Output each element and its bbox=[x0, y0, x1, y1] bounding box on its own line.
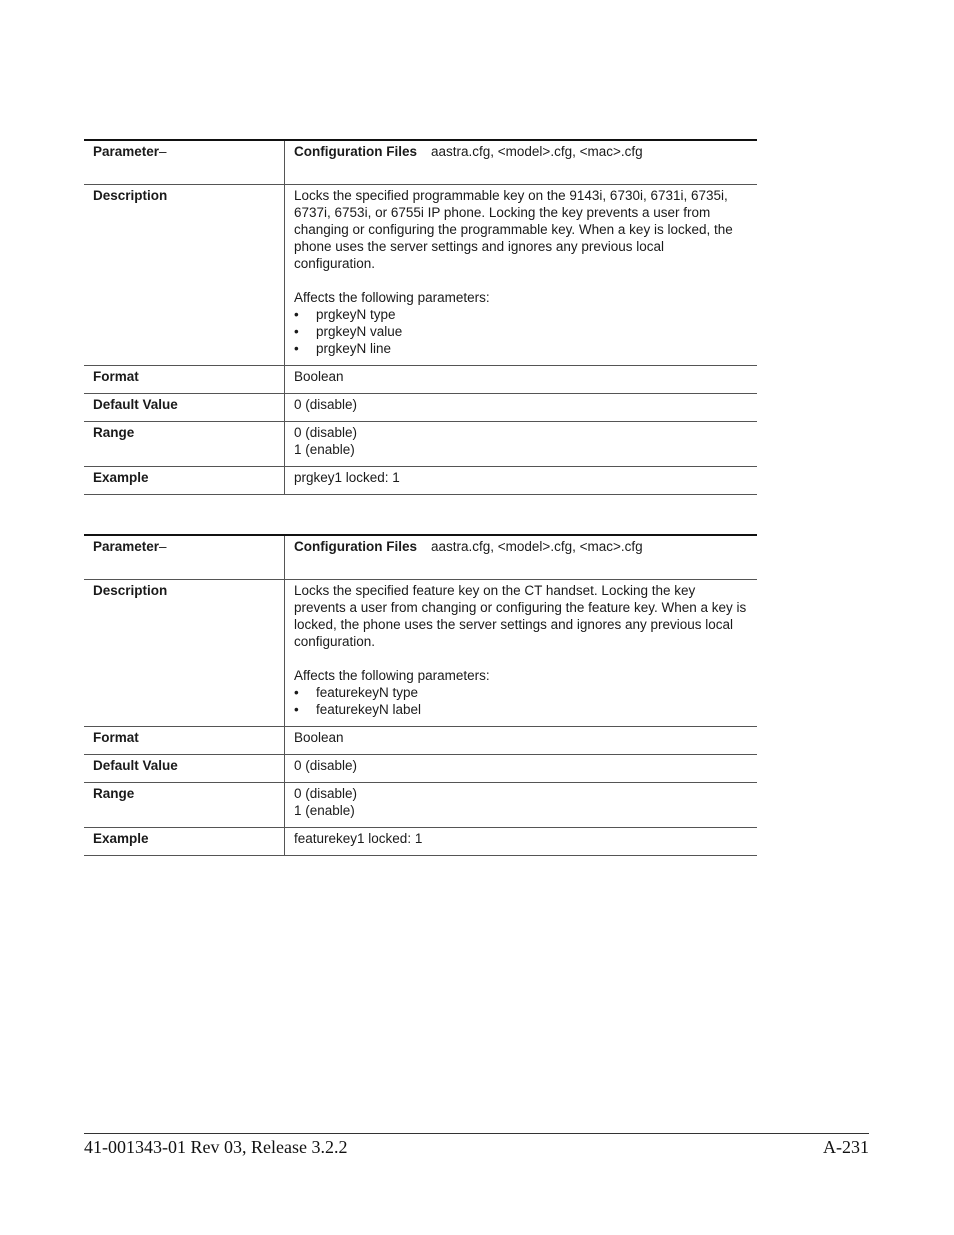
footer-page-number: A-231 bbox=[823, 1137, 869, 1157]
affects-text: Affects the following parameters: bbox=[294, 668, 490, 683]
example-row bbox=[84, 828, 757, 856]
description-row bbox=[84, 580, 757, 727]
range-value: 1 (enable) bbox=[294, 442, 355, 457]
affects-text: Affects the following parameters: bbox=[294, 290, 490, 305]
configuration-files-cell bbox=[285, 535, 758, 580]
default-value-row bbox=[84, 755, 757, 783]
description-label: Description bbox=[84, 580, 285, 727]
default-value: 0 (disable) bbox=[285, 394, 758, 422]
format-value: Boolean bbox=[285, 366, 758, 394]
example-label: Example bbox=[84, 467, 285, 495]
description-cell bbox=[285, 185, 758, 366]
parameter-row bbox=[84, 535, 757, 580]
description-cell bbox=[285, 580, 758, 727]
example-value: prgkey1 locked: 1 bbox=[285, 467, 758, 495]
range-row bbox=[84, 783, 757, 828]
affected-parameters-list bbox=[294, 306, 748, 357]
configuration-files-value: aastra.cfg, <model>.cfg, <mac>.cfg bbox=[431, 539, 643, 554]
footer-divider bbox=[84, 1133, 869, 1134]
parameter-label: Parameter bbox=[93, 144, 160, 159]
parameter-label-cell bbox=[84, 535, 285, 580]
range-label: Range bbox=[84, 422, 285, 467]
description-row bbox=[84, 185, 757, 366]
description-text: Locks the specified programmable key on the 9143i, 6730i, 6731i, 6735i, 6737i, 6753i, or 6755i IP phone. Locking the key prevents a user from changing or configuring the programmable key. When a key is locked, the phone uses the server settings and ignores any previous local configuration. bbox=[294, 188, 733, 271]
parameter-table-featurekey-locked bbox=[84, 534, 757, 856]
parameter-dash: – bbox=[159, 144, 167, 159]
range-cell bbox=[285, 422, 758, 467]
range-value: 1 (enable) bbox=[294, 803, 355, 818]
format-value: Boolean bbox=[285, 727, 758, 755]
configuration-files-label: Configuration Files bbox=[294, 144, 417, 159]
parameter-dash: – bbox=[159, 539, 167, 554]
range-value: 0 (disable) bbox=[294, 786, 358, 801]
example-label: Example bbox=[84, 828, 285, 856]
list-item: • prgkeyN type bbox=[294, 306, 748, 323]
parameter-label-cell bbox=[84, 140, 285, 185]
list-item: • prgkeyN line bbox=[294, 340, 748, 357]
format-label: Format bbox=[84, 366, 285, 394]
default-value: 0 (disable) bbox=[285, 755, 758, 783]
range-label: Range bbox=[84, 783, 285, 828]
format-row bbox=[84, 727, 757, 755]
parameter-table-prgkey-locked bbox=[84, 139, 757, 495]
description-text: Locks the specified feature key on the CT handset. Locking the key prevents a user from changing or configuring the feature key. When a key is locked, the phone uses the server settings and ignores any previous local configuration. bbox=[294, 583, 747, 649]
format-row bbox=[84, 366, 757, 394]
configuration-files-label: Configuration Files bbox=[294, 539, 417, 554]
default-value-label: Default Value bbox=[84, 394, 285, 422]
example-value: featurekey1 locked: 1 bbox=[285, 828, 758, 856]
configuration-files-value: aastra.cfg, <model>.cfg, <mac>.cfg bbox=[431, 144, 643, 159]
list-item: • featurekeyN type bbox=[294, 684, 748, 701]
format-label: Format bbox=[84, 727, 285, 755]
parameter-label: Parameter bbox=[93, 539, 160, 554]
range-value: 0 (disable) bbox=[294, 425, 358, 440]
list-item: • prgkeyN value bbox=[294, 323, 748, 340]
example-row bbox=[84, 467, 757, 495]
footer-document-id: 41-001343-01 Rev 03, Release 3.2.2 bbox=[84, 1137, 348, 1157]
default-value-row bbox=[84, 394, 757, 422]
affected-parameters-list bbox=[294, 684, 748, 718]
description-label: Description bbox=[84, 185, 285, 366]
parameter-row bbox=[84, 140, 757, 185]
list-item: • featurekeyN label bbox=[294, 701, 748, 718]
configuration-files-cell bbox=[285, 140, 758, 185]
range-cell bbox=[285, 783, 758, 828]
default-value-label: Default Value bbox=[84, 755, 285, 783]
range-row bbox=[84, 422, 757, 467]
